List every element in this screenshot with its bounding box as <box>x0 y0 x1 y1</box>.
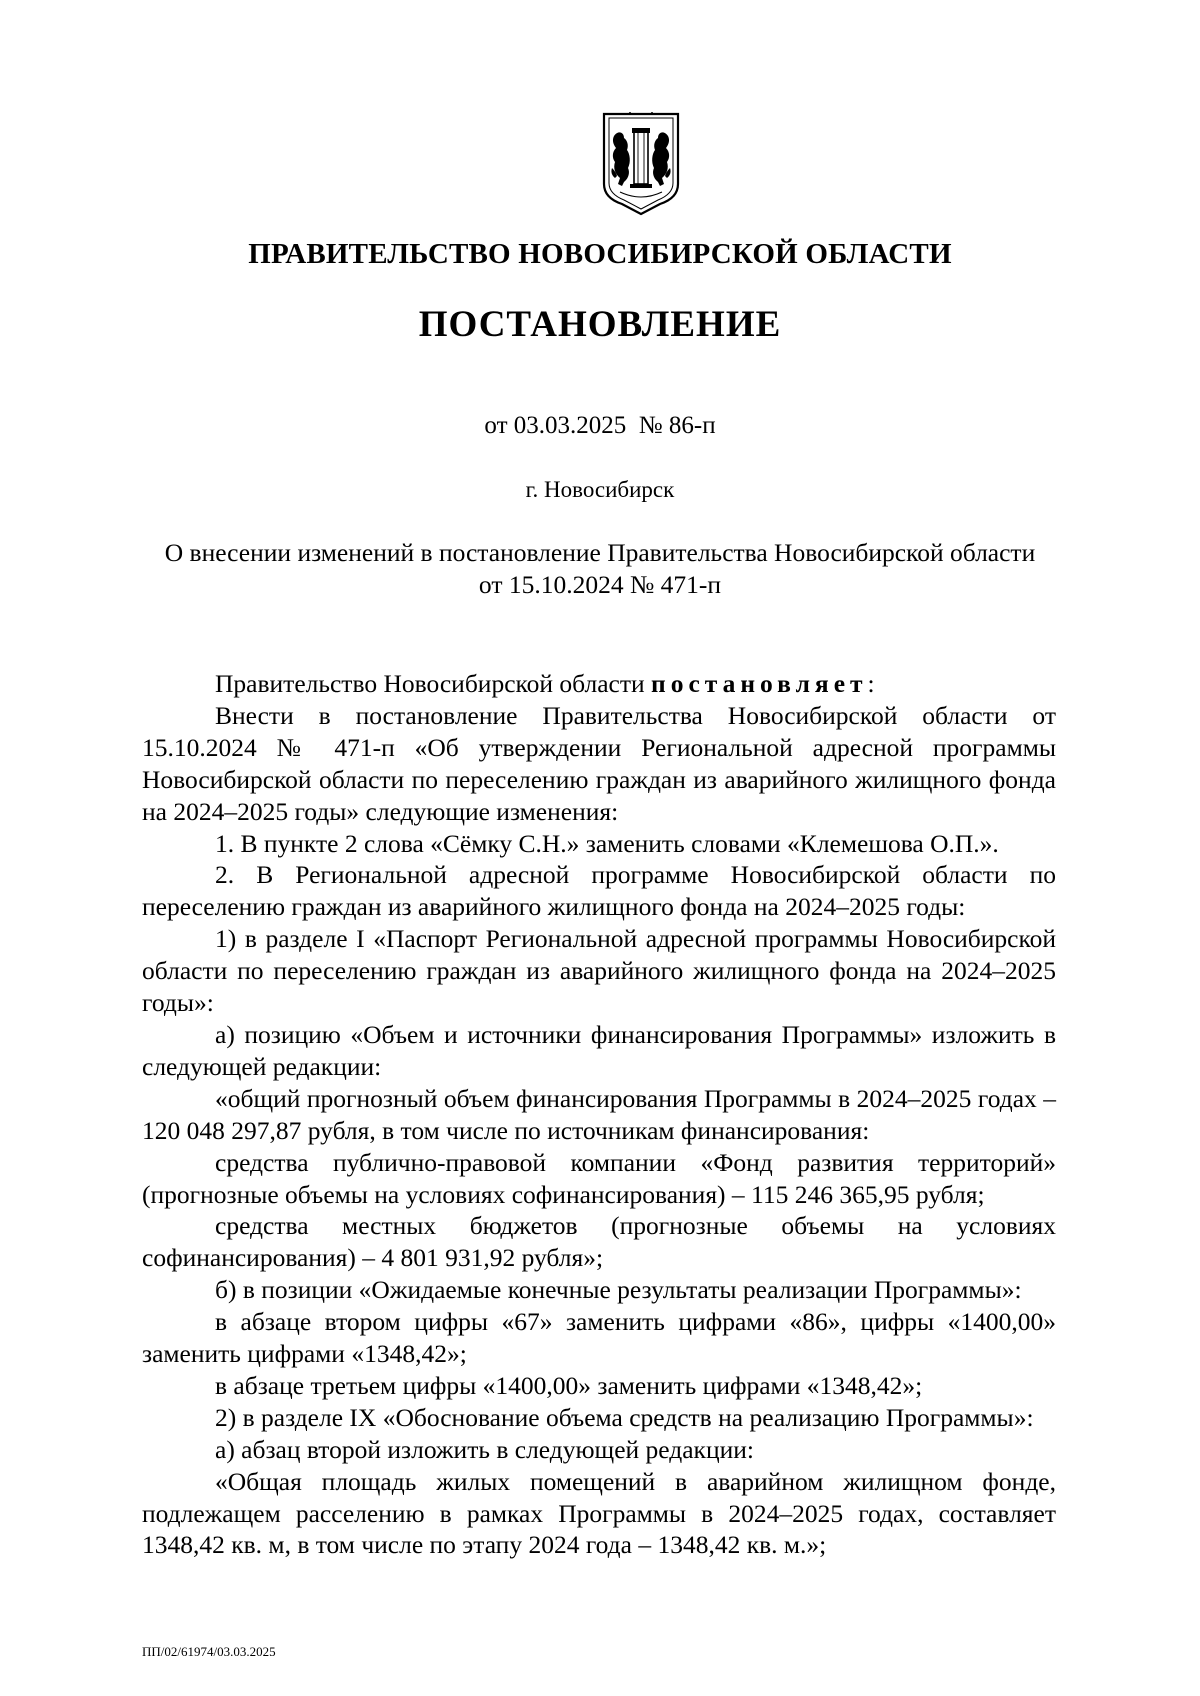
document-city: г. Новосибирск <box>525 477 675 502</box>
body-paragraph: а) позицию «Объем и источники финансирования Программы» изложить в следующей редакции: <box>142 1019 1056 1081</box>
body-paragraph: в абзаце третьем цифры «1400,00» заменить цифрами «1348,42»; <box>215 1370 923 1400</box>
body-paragraph: 1) в разделе I «Паспорт Региональной адресной программы Новосибирской области по переселению граждан из аварийного жилищного фонда на 2024–2025 годы»: <box>142 924 1056 1018</box>
body-paragraph: б) в позиции «Ожидаемые конечные результаты реализации Программы»: <box>215 1275 1022 1305</box>
subject-line-1: О внесении изменений в постановление Правительства Новосибирской области <box>164 538 1036 567</box>
document-body <box>142 668 1056 1561</box>
footer-document-code: ПП/02/61974/03.03.2025 <box>142 1644 276 1659</box>
body-paragraph: средства местных бюджетов (прогнозные объемы на условиях софинансирования) – 4 801 931,92 рубля»; <box>142 1211 1056 1273</box>
coat-of-arms-icon <box>600 112 682 216</box>
document-subject <box>140 537 1060 601</box>
body-paragraph: «общий прогнозный объем финансирования Программы в 2024–2025 годах – 120 048 297,87 рубля, в том числе по источникам финансирования: <box>142 1083 1056 1145</box>
body-paragraph: «Общая площадь жилых помещений в аварийном жилищном фонде, подлежащем расселению в рамках Программы в 2024–2025 годах, составляет 1348,42 кв. м, в том числе по этапу 2024 года – 1348,42 кв. м.»; <box>142 1466 1056 1560</box>
body-paragraph: Внести в постановление Правительства Новосибирской области от 15.10.2024 № 471-п «Об утверждении Региональной адресной программы Новосибирской области по переселению граждан из аварийного жилищного фонда на 2024–2025 годы» следующие изменения: <box>142 700 1056 826</box>
intro-verb: постановляет <box>651 669 868 698</box>
subject-line-2: от 15.10.2024 № 471-п <box>478 570 722 599</box>
document-type-title: ПОСТАНОВЛЕНИЕ <box>418 304 782 345</box>
intro-paragraph <box>142 668 1056 700</box>
body-paragraph: 1. В пункте 2 слова «Сёмку С.Н.» заменить словами «Клемешова О.П.». <box>215 828 999 858</box>
intro-colon: : <box>867 669 875 698</box>
body-paragraph: в абзаце втором цифры «67» заменить цифрами «86», цифры «1400,00» заменить цифрами «1348,42»; <box>142 1307 1056 1369</box>
body-paragraph: средства публично-правовой компании «Фонд развития территорий» (прогнозные объемы на условиях софинансирования) – 115 246 365,95 рубля; <box>142 1147 1056 1209</box>
document-date-number: от 03.03.2025 № 86-п <box>484 412 716 439</box>
intro-lead: Правительство Новосибирской области <box>215 669 645 698</box>
body-paragraph: 2) в разделе IX «Обоснование объема средств на реализацию Программы»: <box>215 1402 1034 1432</box>
body-paragraph: а) абзац второй изложить в следующей редакции: <box>215 1434 754 1464</box>
body-paragraph: 2. В Региональной адресной программе Новосибирской области по переселению граждан из аварийного жилищного фонда на 2024–2025 годы: <box>142 860 1056 922</box>
government-title: ПРАВИТЕЛЬСТВО НОВОСИБИРСКОЙ ОБЛАСТИ <box>248 238 952 270</box>
